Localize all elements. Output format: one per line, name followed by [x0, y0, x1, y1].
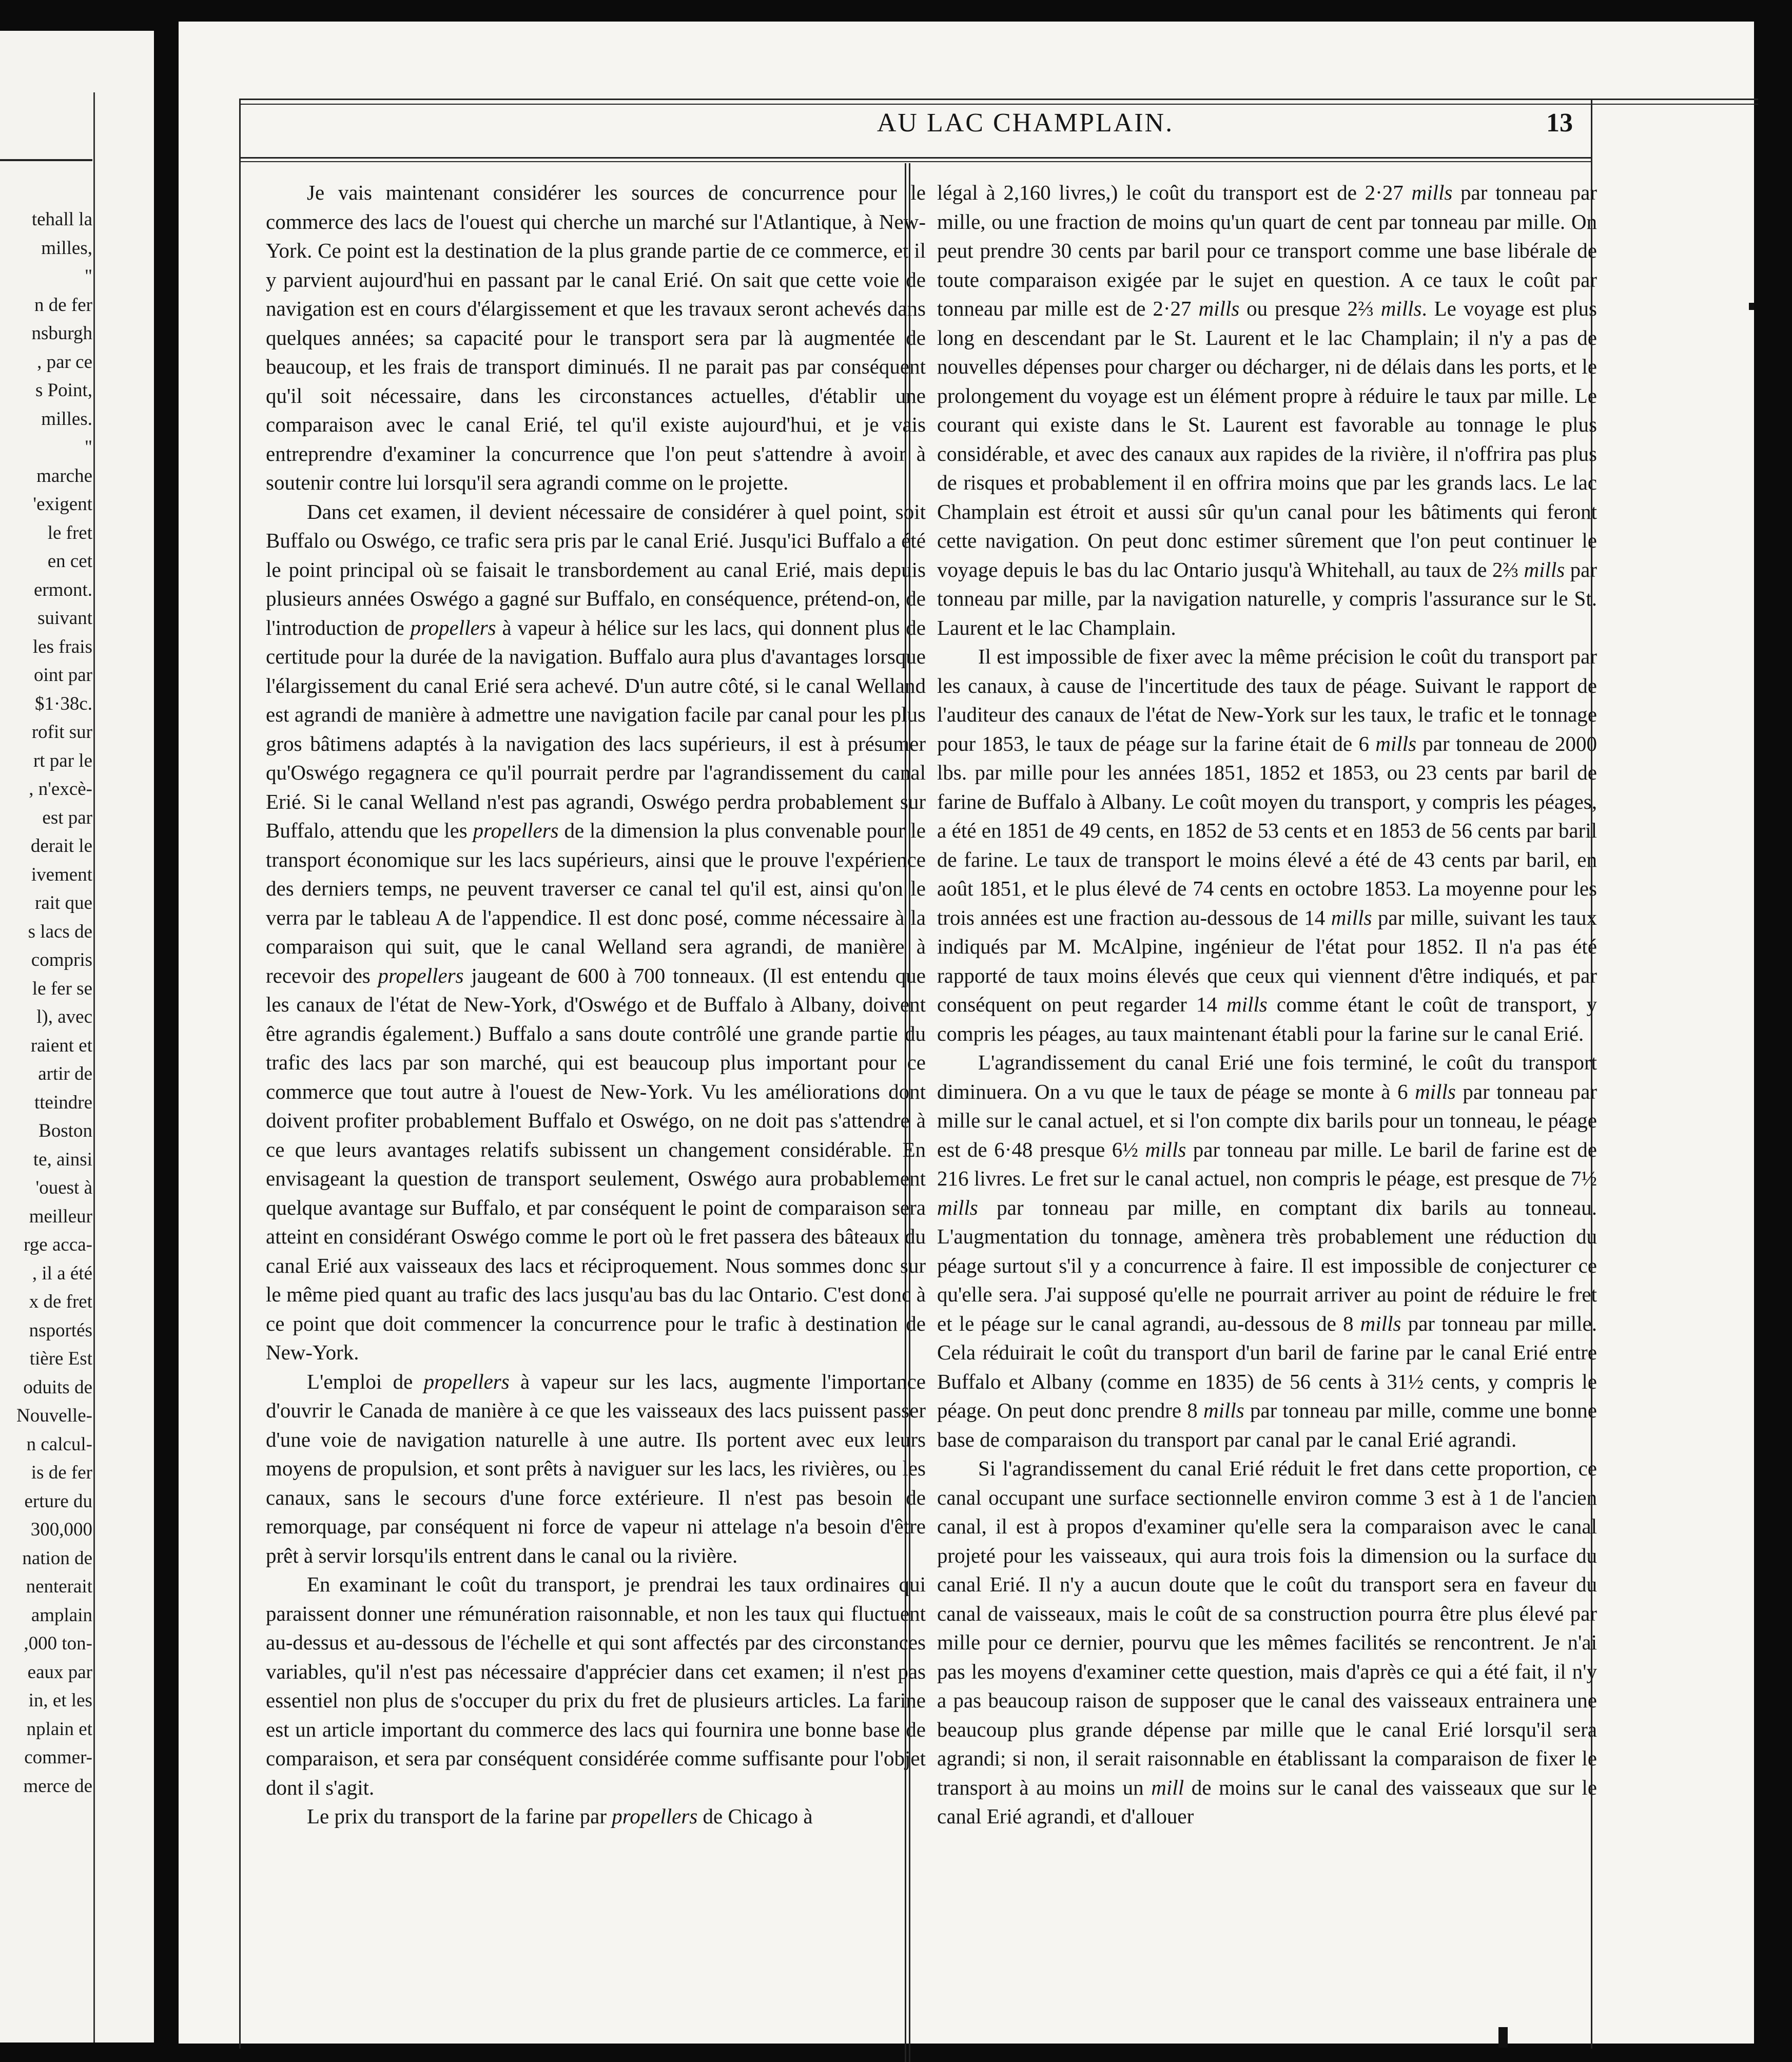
previous-page-line: les frais [32, 636, 92, 657]
paragraph: L'agrandissement du canal Erié une fois terminé, le coût du transport diminuera. On a vu que le taux de péage se monte à 6 mills par tonneau par mille sur le canal actuel, et si l'on compte dix barils pour un tonneau, le péage est de 6·48 presque 6½ mills par tonneau par mille. Le baril de farine est de 216 livres. Le fret sur le canal actuel, non compris le péage, est presque de 7½ mills par tonneau par mille, en comptant dix barils au tonneau. L'augmentation du tonnage, amènera très probablement une réduction du péage surtout s'il y a concurrence à faire. Il est impossible de conjecturer ce qu'elle sera. J'ai supposé qu'elle ne pourrait arriver au point de réduire le fret et le péage sur le canal agrandi, au-dessous de 8 mills par tonneau par mille. Cela réduirait le coût du transport d'un baril de farine par le canal Erié entre Buffalo et Albany (comme en 1835) de 56 cents à 31½ cents, y compris le péage. On peut donc prendre 8 mills par tonneau par mille, comme une bonne base de comparaison du transport par canal par le canal Erié agrandi. [937, 1051, 1597, 1451]
previous-page-line: Nouvelle- [16, 1405, 92, 1426]
left-column [266, 178, 926, 2061]
paragraph: Je vais maintenant considérer les sources de concurrence pour le commerce des lacs de l'ouest qui cherche un marché sur l'Atlantique, à New-York. Ce point est la destination de la plus grande partie de ce commerce, et il y parvient aujourd'hui en passant par le canal Erié. On sait que cette voie de navigation est en cours d'élargissement et que les travaux seront achevés dans quelques années; sa capacité pour le transport sera par là augmentée de beaucoup, et les frais de transport diminués. Il ne parait pas par conséquent qu'il soit nécessaire, dans les circonstances actuelles, d'établir une comparaison avec le canal Erié, tel qu'il existe aujourd'hui, et je vais entreprendre d'examiner la concurrence que l'on peut s'attendre à avoir à soutenir contre lui lorsqu'il sera agrandi comme on le projette. [266, 181, 926, 494]
header-rule [239, 157, 1592, 159]
paragraph: Dans cet examen, il devient nécessaire de considérer à quel point, soit Buffalo ou Oswégo, ce trafic sera pris par le canal Erié. Jusqu'ici Buffalo a été le point principal où se faisait le transbordement au canal Erié, mais depuis plusieurs années Oswégo a gagné sur Buffalo, en conséquence, prétend-on, de l'introduction de propellers à vapeur à hélice sur les lacs, qui donnent plus de certitude pour la durée de la navigation. Buffalo aura plus d'avantages lorsque l'élargissement du canal Erié sera achevé. D'un autre côté, si le canal Welland est agrandi de manière à admettre une navigation facile par canal pour les plus gros bâtimens adaptés à la navigation des lacs supérieurs, il est à présumer qu'Oswégo regagnera ce qu'il pourrait perdre par l'agrandissement du canal Erié. Si le canal Welland n'est pas agrandi, Oswégo perdra probablement sur Buffalo, attendu que les propellers de la dimension la plus convenable pour le transport économique sur les lacs supérieurs, ainsi que le prouve l'expérience des derniers temps, ne peuvent traverser ce canal tel qu'il est, ainsi qu'on le verra par le tableau A de l'appendice. Il est donc posé, comme nécessaire à la comparaison qui suit, que le canal Welland sera agrandi, de manière à recevoir des propellers jaugeant de 600 à 700 tonneaux. (Il est entendu que les canaux de l'état de New-York, d'Oswégo et de Buffalo à Albany, doivent être agrandis également.) Buffalo a sans doute contrôlé une grande partie du trafic des lacs par son marché, qui est beaucoup plus important pour ce commerce que tout autre à l'ouest de New-York. Vu les améliorations dont doivent profiter probablement Buffalo et Oswégo, on ne doit pas s'attendre à ce que leurs avantages relatifs subissent un changement considérable. En envisageant la question de transport seulement, Oswégo aura probablement quelque avantage sur Buffalo, et par conséquent le point de comparaison sera atteint en considérant Oswégo comme le port où le fret passera des bâteaux du canal Erié aux vaisseaux des lacs et réciproquement. Nous sommes donc sur le même pied quant au trafic des lacs jusqu'au bas du lac Ontario. C'est donc à ce point que doit commencer la concurrence pour le trafic à destination de New-York. [266, 499, 926, 1364]
previous-page-line: te, ainsi [33, 1149, 92, 1170]
previous-page-line: oint par [33, 665, 92, 686]
previous-page-line: nenterait [26, 1576, 92, 1597]
scan-speck [1498, 2027, 1508, 2048]
frame-rule-top-inner [239, 104, 1758, 105]
previous-page-line: ,000 ton- [24, 1633, 92, 1654]
previous-page-line: derait le [30, 835, 92, 857]
previous-page-line: nsportés [29, 1319, 92, 1341]
document-page [179, 22, 1754, 2044]
previous-page-fragment [0, 31, 154, 2042]
previous-page-line: tière Est [29, 1348, 92, 1369]
previous-page-line: s lacs de [28, 921, 92, 942]
previous-page-line: rofit sur [31, 722, 92, 743]
previous-page-line: 'ouest à [35, 1177, 92, 1198]
previous-page-line: 300,000 [30, 1519, 92, 1540]
previous-page-line: eaux par [27, 1661, 92, 1683]
previous-page-line: meilleur [29, 1205, 92, 1227]
running-title: AU LAC CHAMPLAIN. [876, 108, 1174, 138]
header-rule-inner [239, 161, 1592, 162]
previous-page-text [0, 205, 92, 1800]
previous-page-line: amplain [31, 1604, 92, 1626]
previous-page-line: tehall la [31, 209, 92, 230]
book-gutter [154, 0, 179, 2053]
paragraph: En examinant le coût du transport, je prendrai les taux ordinaires qui paraissent donner une rémunération raisonnable, et non les taux qui fluctuent au-dessus et au-dessous de l'échelle et qui sont affectés par des circonstances variables, qu'il n'est pas nécessaire d'apprécier dans cet examen; il n'est pas essentiel non plus de s'occuper du prix du fret de plusieurs articles. La farine est un article important du commerce des lacs qui fournira une bonne base de comparaison, et sera par conséquent considérée comme suffisante pour l'objet dont il s'agit. [266, 1572, 926, 1799]
previous-page-line: le fer se [32, 978, 92, 999]
previous-page-line: suivant [37, 608, 92, 629]
previous-page-line: Boston [38, 1120, 92, 1141]
previous-page-line: rge acca- [24, 1234, 92, 1255]
previous-page-line: raient et [30, 1035, 92, 1056]
previous-page-line: , n'excè- [29, 779, 92, 800]
previous-page-line: milles, [41, 237, 92, 259]
previous-page-line: milles. [41, 408, 92, 430]
previous-page-line: ermont. [33, 579, 92, 600]
page-number: 13 [1546, 108, 1573, 138]
previous-page-line: artir de [38, 1063, 92, 1084]
previous-page-line: rait que [35, 892, 92, 913]
previous-page-header-rule [0, 159, 92, 161]
previous-page-line: " [84, 266, 92, 287]
previous-page-line: " [84, 437, 92, 458]
paragraph: Si l'agrandissement du canal Erié réduit le fret dans cette proportion, ce canal occupant une surface sectionnelle environ comme 3 est à 1 de l'ancien canal, il est à propos d'examiner qu'elle sera la comparaison avec le canal projeté pour les vaisseaux, qui aura trois fois la dimension ou la surface du canal Erié. Il n'y a aucun doute que le coût du transport sera en faveur du canal de vaisseaux, mais le coût de sa construction pourra être plus élevé par mille pour ce dernier, pourvu que les mêmes facilités se rencontrent. Je n'ai pas les moyens d'examiner cette question, mais d'après ce qui a été fait, il n'y a pas beaucoup raison de supposer que le canal des vaisseaux entrainera une beaucoup plus grande dépense par mille que le canal Erié lorsqu'il sera agrandi; si non, il serait raisonnable en établissant la comparaison de fixer le transport à au moins un mill de moins sur le canal des vaisseaux que sur le canal Erié agrandi, et d'allouer [937, 1456, 1597, 1828]
previous-page-line: l), avec [36, 1006, 92, 1027]
previous-page-line: nplain et [26, 1718, 92, 1740]
paragraph: L'emploi de propellers à vapeur sur les lacs, augmente l'importance d'ouvrir le Canada de manière à ce que les vaisseaux des lacs puissent passer d'une voie de navigation naturelle à une autre. Ils portent avec eux leurs moyens de propulsion, et sont prêts à naviguer sur les lacs, les rivières, ou les canaux, sans le secours d'une force extérieure. Il n'est pas besoin de remorquage, par conséquent ni force de vapeur ni attelage n'a besoin d'être prêt à servir lorsqu'ils entrent dans le canal ou la rivière. [266, 1369, 926, 1567]
previous-page-line: , par ce [37, 351, 92, 373]
previous-page-column-rule [93, 92, 95, 2042]
paragraph-continued: légal à 2,160 livres,) le coût du transport est de 2·27 mills par tonneau par mille, ou une fraction de moins qu'un quart de cent par tonneau par mille. On peut prendre 30 cents par baril pour ce transport comme une base libérale de toute comparaison exigée par le sujet en question. A ce taux le coût par tonneau par mille est de 2·27 mills ou presque 2⅔ mills. Le voyage est plus long en descendant par le St. Laurent et le lac Champlain; il n'y a pas de nouvelles dépenses pour charger ou décharger, ni de délais dans les ports, et le prolongement du voyage est un élément propre à réduire le taux par mille. Le courant qui existe dans le St. Laurent est favorable au tonnage le plus considérable, et avec des canaux aux rapides de la rivière, il n'offrira pas plus de risques et probablement il en offrira moins que par les grands lacs. Le lac Champlain est étroit et aussi sûr qu'un canal pour les bâtiments qui feront cette navigation. On peut donc estimer sûrement que l'on peut continuer le voyage depuis le bas du lac Ontario jusqu'à Whitehall, au taux de 2⅔ mills par tonneau par mille, par la navigation naturelle, y compris l'assurance sur le St. Laurent et le lac Champlain. [937, 181, 1597, 639]
previous-page-line: 'exigent [33, 494, 92, 515]
frame-rule-top [239, 99, 1758, 100]
previous-page-line: tteindre [34, 1092, 92, 1113]
previous-page-line: $1·38c. [35, 693, 92, 714]
previous-page-line: n calcul- [26, 1433, 92, 1455]
previous-page-line: x de fret [29, 1291, 92, 1312]
previous-page-line: in, et les [28, 1690, 92, 1711]
previous-page-line: nation de [22, 1547, 92, 1569]
previous-page-line: en cet [47, 551, 92, 572]
previous-page-line: erture du [24, 1490, 92, 1512]
previous-page-line: marche [36, 465, 92, 487]
scan-speck [1749, 303, 1754, 310]
previous-page-line: n de fer [34, 294, 92, 316]
previous-page-line: is de fer [31, 1462, 92, 1483]
frame-rule-left [239, 99, 241, 2049]
previous-page-line: le fret [47, 522, 92, 543]
previous-page-line: est par [42, 807, 92, 828]
right-column [937, 178, 1597, 2061]
previous-page-line: merce de [23, 1775, 92, 1797]
previous-page-line: rt par le [33, 750, 92, 771]
previous-page-line: nsburgh [31, 323, 92, 344]
previous-page-line: s Point, [35, 380, 92, 401]
previous-page-line: oduits de [23, 1376, 92, 1398]
previous-page-line: ivement [31, 864, 92, 885]
previous-page-line: , il a été [32, 1262, 92, 1284]
previous-page-line: compris [31, 949, 92, 970]
previous-page-line: commer- [24, 1747, 92, 1768]
paragraph: Le prix du transport de la farine par propellers de Chicago à [307, 1804, 813, 1828]
paragraph: Il est impossible de fixer avec la même précision le coût du transport par les canaux, à cause de l'incertitude des taux de péage. Suivant le rapport de l'auditeur des canaux de l'état de New-York sur les taux, le trafic et le tonnage pour 1853, le taux de péage sur la farine était de 6 mills par tonneau de 2000 lbs. par mille pour les années 1851, 1852 et 1853, ou 23 cents par baril de farine de Buffalo à Albany. Le coût moyen du transport, y compris les péages, a été en 1851 de 49 cents, en 1852 de 53 cents et en 1853 de 56 cents par baril de farine. Le taux de transport le moins élevé a été de 43 cents par baril, en août 1851, et le plus élevé de 74 cents en octobre 1853. La moyenne pour les trois années est une fraction au-dessous de 14 mills par mille, suivant les taux indiqués par M. McAlpine, ingénieur de l'état pour 1852. Il n'a pas été rapporté de taux moins élevés que ceux qui viennent d'être indiqués, et par conséquent on peut regarder 14 mills comme étant le coût de transport, y compris les péages, au taux maintenant établi pour la farine sur le canal Erié. [937, 645, 1597, 1045]
